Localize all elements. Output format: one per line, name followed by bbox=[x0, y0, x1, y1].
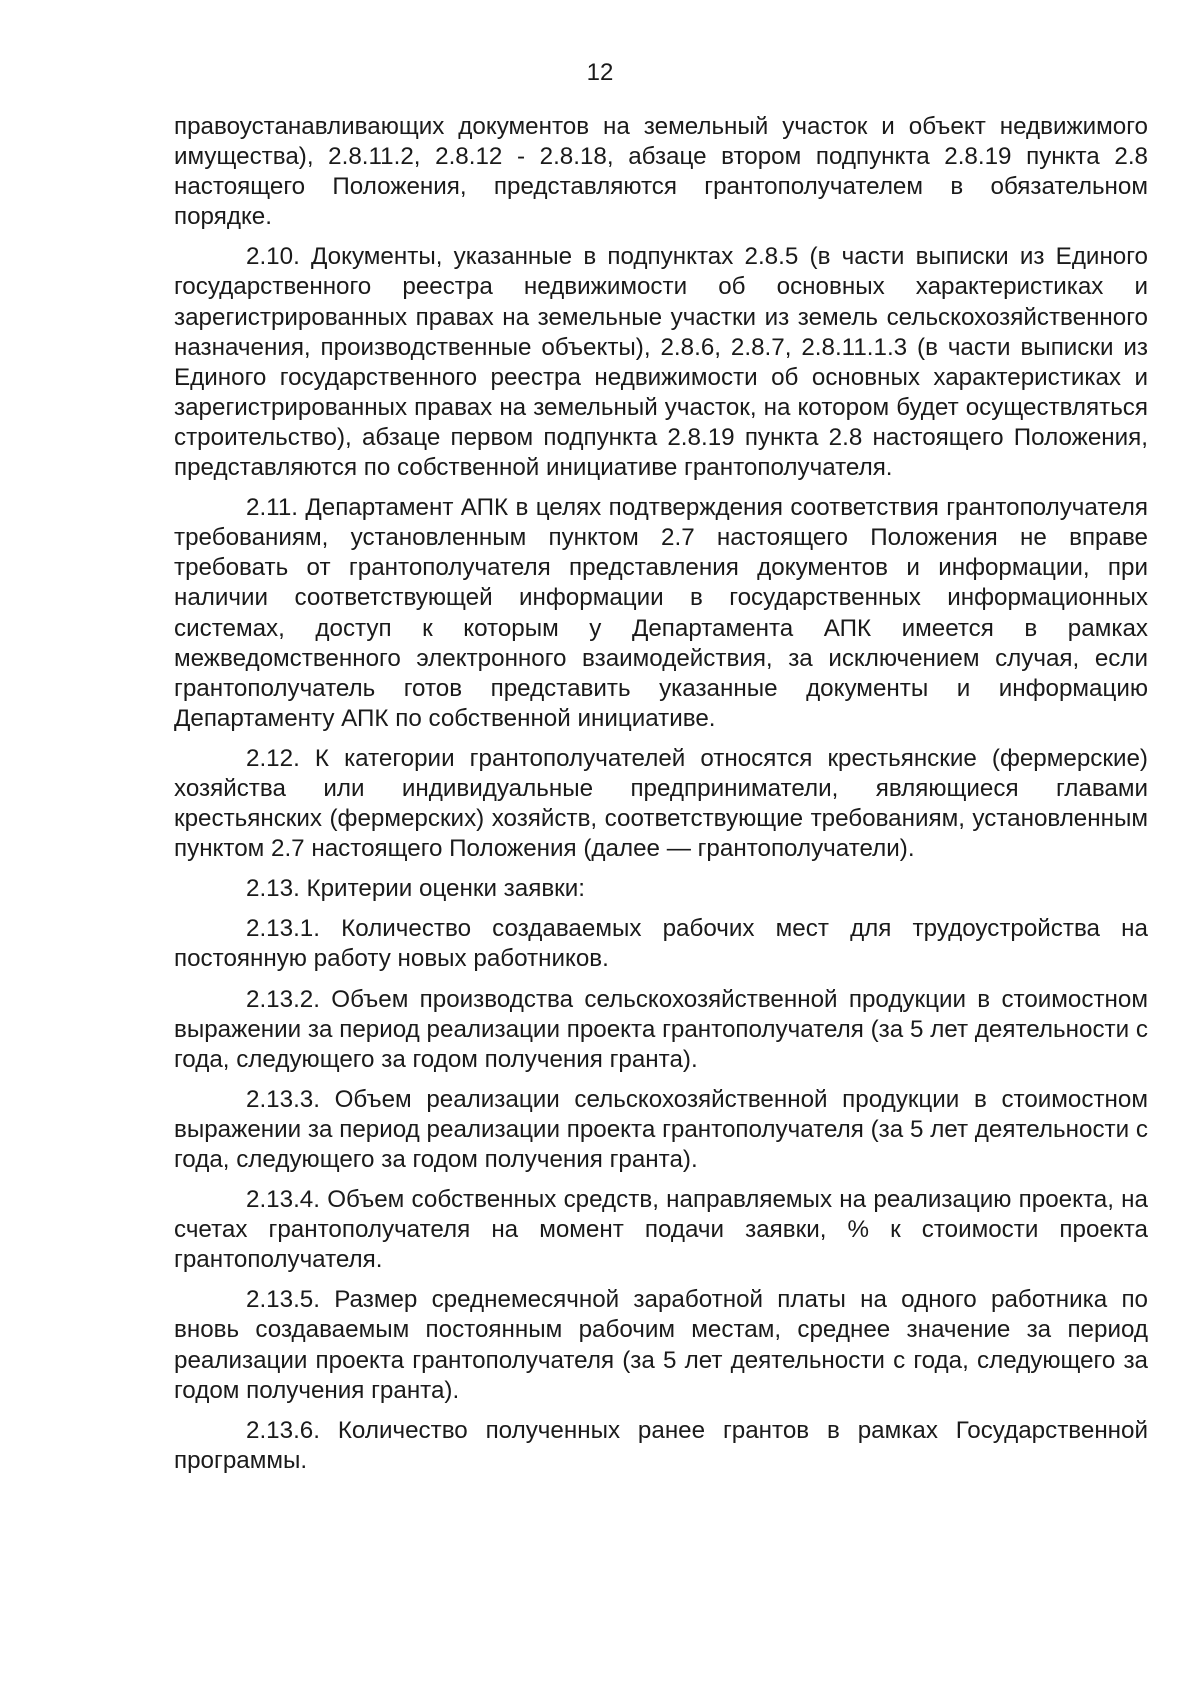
paragraph-2-13-3: 2.13.3. Объем реализации сельскохозяйственной продукции в стоимостном выражении за период реализации проекта грантополучателя (за 5 лет деятельности с года, следующего за годом получения гранта). bbox=[174, 1085, 1148, 1173]
paragraph-2-11: 2.11. Департамент АПК в целях подтверждения соответствия грантополучателя требованиям, установленным пунктом 2.7 настоящего Положения не вправе требовать от грантополучателя представления документов и информации, при наличии соответствующей информации в государственных информационных системах, доступ к которым у Департамента АПК имеется в рамках межведомственного электронного взаимодействия, за исключением случая, если грантополучатель готов представить указанные документы и информацию Департаменту АПК по собственной инициативе. bbox=[174, 494, 1148, 732]
paragraph-continuation: правоустанавливающих документов на земельный участок и объект недвижимого имущества), 2.8.11.2, 2.8.12 - 2.8.18, абзаце втором подпункта 2.8.19 пункта 2.8 настоящего Положения, представляются грантополучателем в обязательном порядке. bbox=[174, 113, 1148, 231]
paragraph-2-13-4: 2.13.4. Объем собственных средств, направляемых на реализацию проекта, на счетах грантополучателя на момент подачи заявки, % к стоимости проекта грантополучателя. bbox=[174, 1186, 1148, 1274]
paragraph-2-12: 2.12. К категории грантополучателей относятся крестьянские (фермерские) хозяйства или индивидуальные предприниматели, являющиеся главами крестьянских (фермерских) хозяйств, соответствующие требованиям, установленным пунктом 2.7 настоящего Положения (далее — грантополучатели). bbox=[174, 744, 1148, 863]
paragraph-2-13-6: 2.13.6. Количество полученных ранее грантов в рамках Государственной программы. bbox=[174, 1416, 1148, 1474]
page-number: 12 bbox=[586, 59, 614, 86]
document-body bbox=[174, 112, 1148, 1486]
paragraph-2-10: 2.10. Документы, указанные в подпунктах 2.8.5 (в части выписки из Единого государственного реестра недвижимости об основных характеристиках и зарегистрированных правах на земельные участки из земель сельскохозяйственного назначения, производственные объекты), 2.8.6, 2.8.7, 2.8.11.1.3 (в части выписки из Единого государственного реестра недвижимости об основных характеристиках и зарегистрированных правах на земельный участок, на котором будет осуществляться строительство), абзаце первом подпункта 2.8.19 пункта 2.8 настоящего Положения, представляются по собственной инициативе грантополучателя. bbox=[174, 243, 1148, 482]
paragraph-2-13: 2.13. Критерии оценки заявки: bbox=[246, 875, 585, 903]
paragraph-2-13-5: 2.13.5. Размер среднемесячной заработной платы на одного работника по вновь создаваемым постоянным рабочим местам, среднее значение за период реализации проекта грантополучателя (за 5 лет деятельности с года, следующего за годом получения гранта). bbox=[174, 1286, 1148, 1404]
paragraph-2-13-1: 2.13.1. Количество создаваемых рабочих мест для трудоустройства на постоянную работу новых работников. bbox=[174, 915, 1148, 973]
paragraph-2-13-2: 2.13.2. Объем производства сельскохозяйственной продукции в стоимостном выражении за период реализации проекта грантополучателя (за 5 лет деятельности с года, следующего за годом получения гранта). bbox=[174, 985, 1148, 1073]
